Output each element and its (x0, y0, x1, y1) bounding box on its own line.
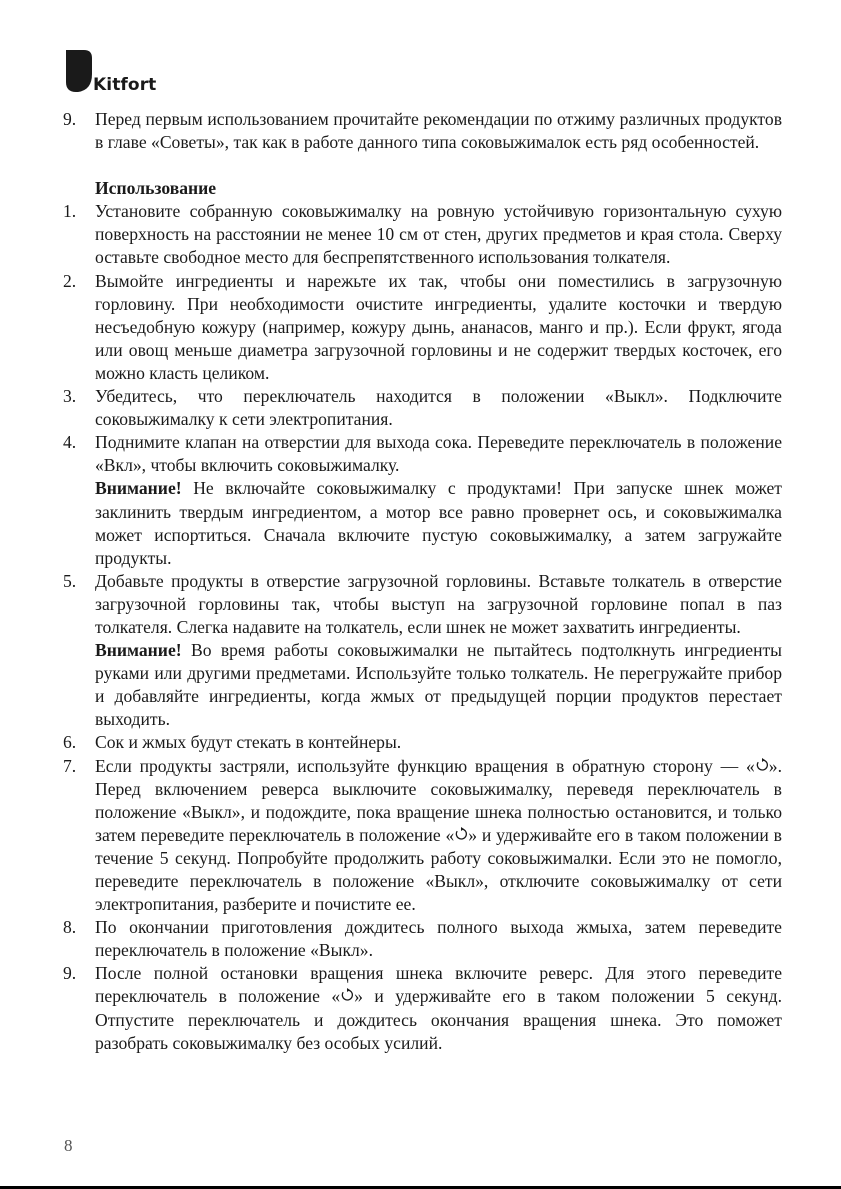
item-text-part: » и удерживайте его в таком положении 5 секунд. Отпустите переключатель и дождитесь окончания вращения шнека. Это поможет разобрать соковыжималку без особых усилий. (95, 986, 782, 1053)
item-text-part: » и удерживайте его в таком положении в течение 5 секунд. Попробуйте продолжить работу соковыжималки. Если это не помогло, переведите переключатель в положение «Выкл», отключите соковыжималку от сети электропитания, разберите и почистите ее. (95, 824, 782, 915)
item-number: 8. (63, 917, 77, 938)
reverse-rotation-icon (454, 827, 468, 841)
list-item (63, 431, 782, 477)
list-item (63, 731, 782, 754)
item-number: 1. (63, 201, 77, 222)
item-text: По окончании приготовления дождитесь полного выхода жмыха, затем переведите переключатель в положение «Выкл». (95, 917, 782, 961)
reverse-rotation-icon (755, 758, 769, 772)
item-text: Поднимите клапан на отверстии для выхода сока. Переведите переключатель в положение «Вкл», чтобы включить соковыжималку. (95, 432, 782, 476)
warning-text: Во время работы соковыжималки не пытайтесь подтолкнуть ингредиенты руками или другими предметами. Используйте только толкатель. Не перегружайте прибор и добавляйте ингредиенты, когда жмых от предыдущей порции продуктов перестает выходить. (95, 640, 782, 730)
item-text: Вымойте ингредиенты и нарежьте их так, чтобы они поместились в загрузочную горловину. При необходимости очистите ингредиенты, удалите косточки и твердую несъедобную кожуру (например, кожуру дынь, ананасов, манго и пр.). Если фрукт, ягода или овощ меньше диаметра загрузочной горловины и не содержит твердых косточек, его можно класть целиком. (95, 270, 782, 383)
brand-name: Kitfort (93, 75, 157, 95)
item-number: 2. (63, 270, 77, 291)
item-text (95, 962, 782, 1054)
warning-note (63, 639, 782, 731)
warning-note (63, 477, 782, 569)
kitfort-logo-mark-icon (66, 48, 92, 94)
list-item (63, 962, 782, 1054)
item-number: 4. (63, 432, 77, 453)
warning-text: Не включайте соковыжималку с продуктами! При запуске шнек может заклинить твердым ингредиентом, а мотор все равно провернет ось, и соковыжималка может испортиться. Сначала включите пустую соковыжималку, а затем загружайте продукты. (95, 478, 782, 568)
item-number: 9. (63, 109, 77, 129)
item-number: 6. (63, 732, 77, 753)
reverse-rotation-icon (340, 988, 354, 1002)
item-text: Сок и жмых будут стекать в контейнеры. (95, 732, 402, 753)
item-text-part: ». Перед включением реверса выключите соковыжималку, переведя переключатель в положение «Выкл», и подождите, пока вращение шнека полностью остановится, и только затем переведите переключатель в положение « (95, 755, 782, 845)
warning-label: Внимание! (95, 478, 182, 499)
document-body (63, 108, 782, 1055)
warning-label: Внимание! (95, 640, 182, 661)
item-text: Убедитесь, что переключатель находится в положении «Выкл». Подключите соковыжималку к сети электропитания. (95, 386, 782, 430)
item-number: 3. (63, 386, 77, 407)
item-number: 7. (63, 755, 77, 776)
list-item (63, 270, 782, 385)
item-text: Добавьте продукты в отверстие загрузочной горловины. Вставьте толкатель в отверстие загрузочной горловины так, чтобы выступ на загрузочной горловине попал в паз толкателя. Слегка надавите на толкатель, если шнек не может захватить ингредиенты. (95, 570, 782, 637)
item-number: 5. (63, 570, 77, 591)
item-text (95, 755, 782, 917)
list-item (63, 385, 782, 431)
list-item (63, 108, 782, 154)
section-title: Использование (95, 178, 217, 199)
list-item (63, 570, 782, 639)
page-number: 8 (64, 1136, 73, 1155)
item-text: Установите собранную соковыжималку на ровную устойчивую горизонтальную сухую поверхность на расстоянии не менее 10 см от стен, других предметов и края стола. Сверху оставьте свободное место для беспрепятственного использования толкателя. (95, 201, 782, 268)
kitfort-logo (66, 48, 176, 94)
list-item (63, 200, 782, 269)
item-text-part: После полной остановки вращения шнека включите реверс. Для этого переведите переключатель в положение « (95, 963, 782, 1007)
item-number: 9. (63, 963, 77, 984)
item-text-part: Если продукты застряли, используйте функцию вращения в обратную сторону — « (95, 755, 755, 776)
list-item (63, 916, 782, 962)
item-text: Перед первым использованием прочитайте рекомендации по отжиму различных продуктов в главе «Советы», так как в работе данного типа соковыжималок есть ряд особенностей. (95, 109, 782, 153)
list-item (63, 755, 782, 917)
